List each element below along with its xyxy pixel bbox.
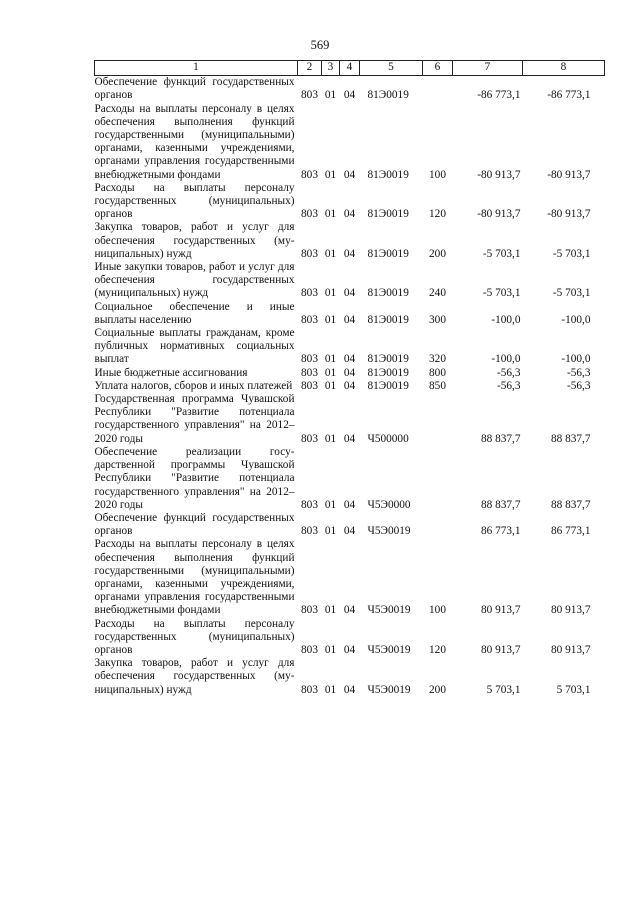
row-subsection-code: 04 xyxy=(343,208,356,221)
row-target-article: 81Э0019 xyxy=(367,287,409,300)
row-amount-7: 5 703,1 xyxy=(486,683,521,696)
row-ministry-code: 803 xyxy=(301,247,318,260)
row-target-article: Ч5Э0019 xyxy=(367,643,411,656)
row-target-article: 81Э0019 xyxy=(367,313,409,326)
row-expense-type xyxy=(423,393,453,446)
row-section-code: 01 xyxy=(324,168,337,181)
row-amount-8: -80 913,7 xyxy=(547,168,591,181)
row-ministry-code: 803 xyxy=(301,525,318,538)
row-amount-7: -56,3 xyxy=(496,366,521,379)
row-ministry-code: 803 xyxy=(301,683,318,696)
table-header xyxy=(95,61,605,76)
row-name: Социальное обеспечение и иные выплаты населению xyxy=(94,300,295,326)
column-header-2: 2 xyxy=(298,61,322,76)
row-name: Расходы на выплаты персоналу государственных (муниципальных) органов xyxy=(94,181,295,221)
row-amount-8: -5 703,1 xyxy=(552,287,591,300)
row-subsection-code: 04 xyxy=(343,683,356,696)
row-section-code: 01 xyxy=(324,287,337,300)
table-row xyxy=(95,538,605,617)
row-section-code: 01 xyxy=(324,683,337,696)
row-expense-type: 100 xyxy=(429,168,446,181)
row-target-article: Ч5Э0019 xyxy=(367,525,411,538)
row-name: Расходы на выплаты персоналу в целях обеспечения выполнения функций государственными (муниципальными) органами, казенными учреждениями, органами управления государственными внебюджетными фондами xyxy=(94,102,295,181)
row-ministry-code: 803 xyxy=(301,379,318,392)
row-amount-7: -100,0 xyxy=(491,353,521,366)
row-amount-8: 88 837,7 xyxy=(550,432,591,445)
row-expense-type: 240 xyxy=(429,287,446,300)
row-expense-type xyxy=(423,512,453,538)
column-header-8: 8 xyxy=(523,61,605,76)
row-amount-7: 86 773,1 xyxy=(480,525,521,538)
row-amount-8: 5 703,1 xyxy=(556,683,591,696)
row-expense-type: 850 xyxy=(429,379,446,392)
column-header-3: 3 xyxy=(322,61,340,76)
row-expense-type: 120 xyxy=(429,643,446,656)
row-subsection-code: 04 xyxy=(343,498,356,511)
row-ministry-code: 803 xyxy=(301,643,318,656)
row-amount-7: -86 773,1 xyxy=(477,89,521,102)
row-name: Обеспечение реализации государственной программы Чувашской Республики "Развитие потенциала государственного управления" на 2012–2020 годы xyxy=(94,445,295,511)
table-row xyxy=(95,103,605,182)
row-amount-8: 80 913,7 xyxy=(550,604,591,617)
row-subsection-code: 04 xyxy=(343,432,356,445)
row-section-code: 01 xyxy=(324,313,337,326)
row-amount-7: -80 913,7 xyxy=(477,208,521,221)
column-header-5: 5 xyxy=(360,61,423,76)
column-header-7: 7 xyxy=(453,61,523,76)
page-number: 569 xyxy=(310,38,330,52)
row-expense-type xyxy=(423,76,453,103)
row-target-article: 81Э0019 xyxy=(367,168,409,181)
row-expense-type: 320 xyxy=(429,353,446,366)
row-amount-7: 80 913,7 xyxy=(480,604,521,617)
row-target-article: 81Э0019 xyxy=(367,89,409,102)
row-subsection-code: 04 xyxy=(343,366,356,379)
row-name: Иные бюджетные ассигнования xyxy=(94,366,248,379)
row-amount-8: 80 913,7 xyxy=(550,643,591,656)
column-header-6: 6 xyxy=(423,61,453,76)
row-section-code: 01 xyxy=(324,643,337,656)
row-section-code: 01 xyxy=(324,366,337,379)
row-amount-8: -56,3 xyxy=(566,366,591,379)
row-amount-7: 88 837,7 xyxy=(480,498,521,511)
row-amount-8: -86 773,1 xyxy=(547,89,591,102)
row-amount-7: -100,0 xyxy=(491,313,521,326)
row-ministry-code: 803 xyxy=(301,89,318,102)
row-amount-8: 88 837,7 xyxy=(550,498,591,511)
row-target-article: 81Э0019 xyxy=(367,366,409,379)
table-row xyxy=(95,367,605,380)
row-name: Социальные выплаты гражданам, кроме публичных нормативных социальных выплат xyxy=(94,327,295,366)
header-row xyxy=(95,61,605,76)
row-expense-type: 100 xyxy=(429,604,446,617)
row-subsection-code: 04 xyxy=(343,525,356,538)
row-ministry-code: 803 xyxy=(301,287,318,300)
row-section-code: 01 xyxy=(324,89,337,102)
row-ministry-code: 803 xyxy=(301,432,318,445)
table-row xyxy=(95,618,605,658)
table-row xyxy=(95,327,605,367)
row-name: Расходы на выплаты персоналу государственных (муниципальных) органов xyxy=(94,617,295,656)
row-name: Обеспечение функций государственных органов xyxy=(94,76,295,102)
row-target-article: Ч5Э0019 xyxy=(367,604,411,617)
row-name: Государственная программа Чувашской Республики "Развитие потенциала государственного управления" на 2012–2020 годы xyxy=(94,393,295,445)
budget-table xyxy=(94,60,605,697)
row-subsection-code: 04 xyxy=(343,89,356,102)
row-section-code: 01 xyxy=(324,432,337,445)
row-section-code: 01 xyxy=(324,498,337,511)
row-amount-7: -5 703,1 xyxy=(482,287,521,300)
row-subsection-code: 04 xyxy=(343,287,356,300)
row-name: Уплата налогов, сборов и иных платежей xyxy=(94,379,293,392)
table-row xyxy=(95,393,605,446)
row-subsection-code: 04 xyxy=(343,643,356,656)
row-ministry-code: 803 xyxy=(301,604,318,617)
row-amount-8: -56,3 xyxy=(566,379,591,392)
row-subsection-code: 04 xyxy=(343,168,356,181)
row-expense-type: 200 xyxy=(429,683,446,696)
row-section-code: 01 xyxy=(324,353,337,366)
table-row xyxy=(95,380,605,393)
row-section-code: 01 xyxy=(324,604,337,617)
row-name: Закупка товаров, работ и услуг для обеспечения государственных (муниципальных) нужд xyxy=(94,221,295,260)
row-ministry-code: 803 xyxy=(301,168,318,181)
table-row xyxy=(95,261,605,301)
row-section-code: 01 xyxy=(324,525,337,538)
table-row xyxy=(95,657,605,697)
row-ministry-code: 803 xyxy=(301,208,318,221)
row-amount-8: 86 773,1 xyxy=(550,525,591,538)
row-ministry-code: 803 xyxy=(301,366,318,379)
column-header-1: 1 xyxy=(95,61,298,76)
row-amount-8: -5 703,1 xyxy=(552,247,591,260)
row-amount-7: 80 913,7 xyxy=(480,643,521,656)
table-row xyxy=(95,76,605,103)
row-target-article: 81Э0019 xyxy=(367,379,409,392)
row-section-code: 01 xyxy=(324,208,337,221)
row-amount-8: -80 913,7 xyxy=(547,208,591,221)
row-section-code: 01 xyxy=(324,379,337,392)
table-row xyxy=(95,512,605,538)
row-subsection-code: 04 xyxy=(343,379,356,392)
row-target-article: 81Э0019 xyxy=(367,353,409,366)
row-amount-7: 88 837,7 xyxy=(480,432,521,445)
row-expense-type: 200 xyxy=(429,247,446,260)
row-expense-type xyxy=(423,446,453,512)
row-name: Иные закупки товаров, работ и услуг для обеспечения государственных (муниципальных) нужд xyxy=(94,261,295,300)
table-row xyxy=(95,301,605,327)
row-amount-8: -100,0 xyxy=(561,353,591,366)
column-header-4: 4 xyxy=(340,61,360,76)
row-section-code: 01 xyxy=(324,247,337,260)
row-amount-8: -100,0 xyxy=(561,313,591,326)
row-subsection-code: 04 xyxy=(343,247,356,260)
row-target-article: 81Э0019 xyxy=(367,208,409,221)
row-amount-7: -80 913,7 xyxy=(477,168,521,181)
row-target-article: Ч5Э0019 xyxy=(367,683,411,696)
row-name: Закупка товаров, работ и услуг для обеспечения государственных (муниципальных) нужд xyxy=(94,657,295,696)
table-row xyxy=(95,182,605,222)
row-expense-type: 300 xyxy=(429,313,446,326)
row-expense-type: 120 xyxy=(429,208,446,221)
row-amount-7: -56,3 xyxy=(496,379,521,392)
row-subsection-code: 04 xyxy=(343,313,356,326)
row-ministry-code: 803 xyxy=(301,313,318,326)
row-target-article: Ч500000 xyxy=(367,432,409,445)
table-row xyxy=(95,221,605,261)
row-amount-7: -5 703,1 xyxy=(482,247,521,260)
row-target-article: Ч5Э0000 xyxy=(367,498,411,511)
row-target-article: 81Э0019 xyxy=(367,247,409,260)
table-row xyxy=(95,446,605,512)
row-name: Обеспечение функций государственных органов xyxy=(94,511,295,538)
row-ministry-code: 803 xyxy=(301,498,318,511)
row-subsection-code: 04 xyxy=(343,604,356,617)
table-body xyxy=(95,76,605,697)
row-expense-type: 800 xyxy=(429,366,446,379)
row-name: Расходы на выплаты персоналу в целях обеспечения выполнения функций государственными (муниципальными) органами, казенными учреждениями, органами управления государственными внебюджетными фондами xyxy=(94,538,295,617)
row-ministry-code: 803 xyxy=(301,353,318,366)
row-subsection-code: 04 xyxy=(343,353,356,366)
